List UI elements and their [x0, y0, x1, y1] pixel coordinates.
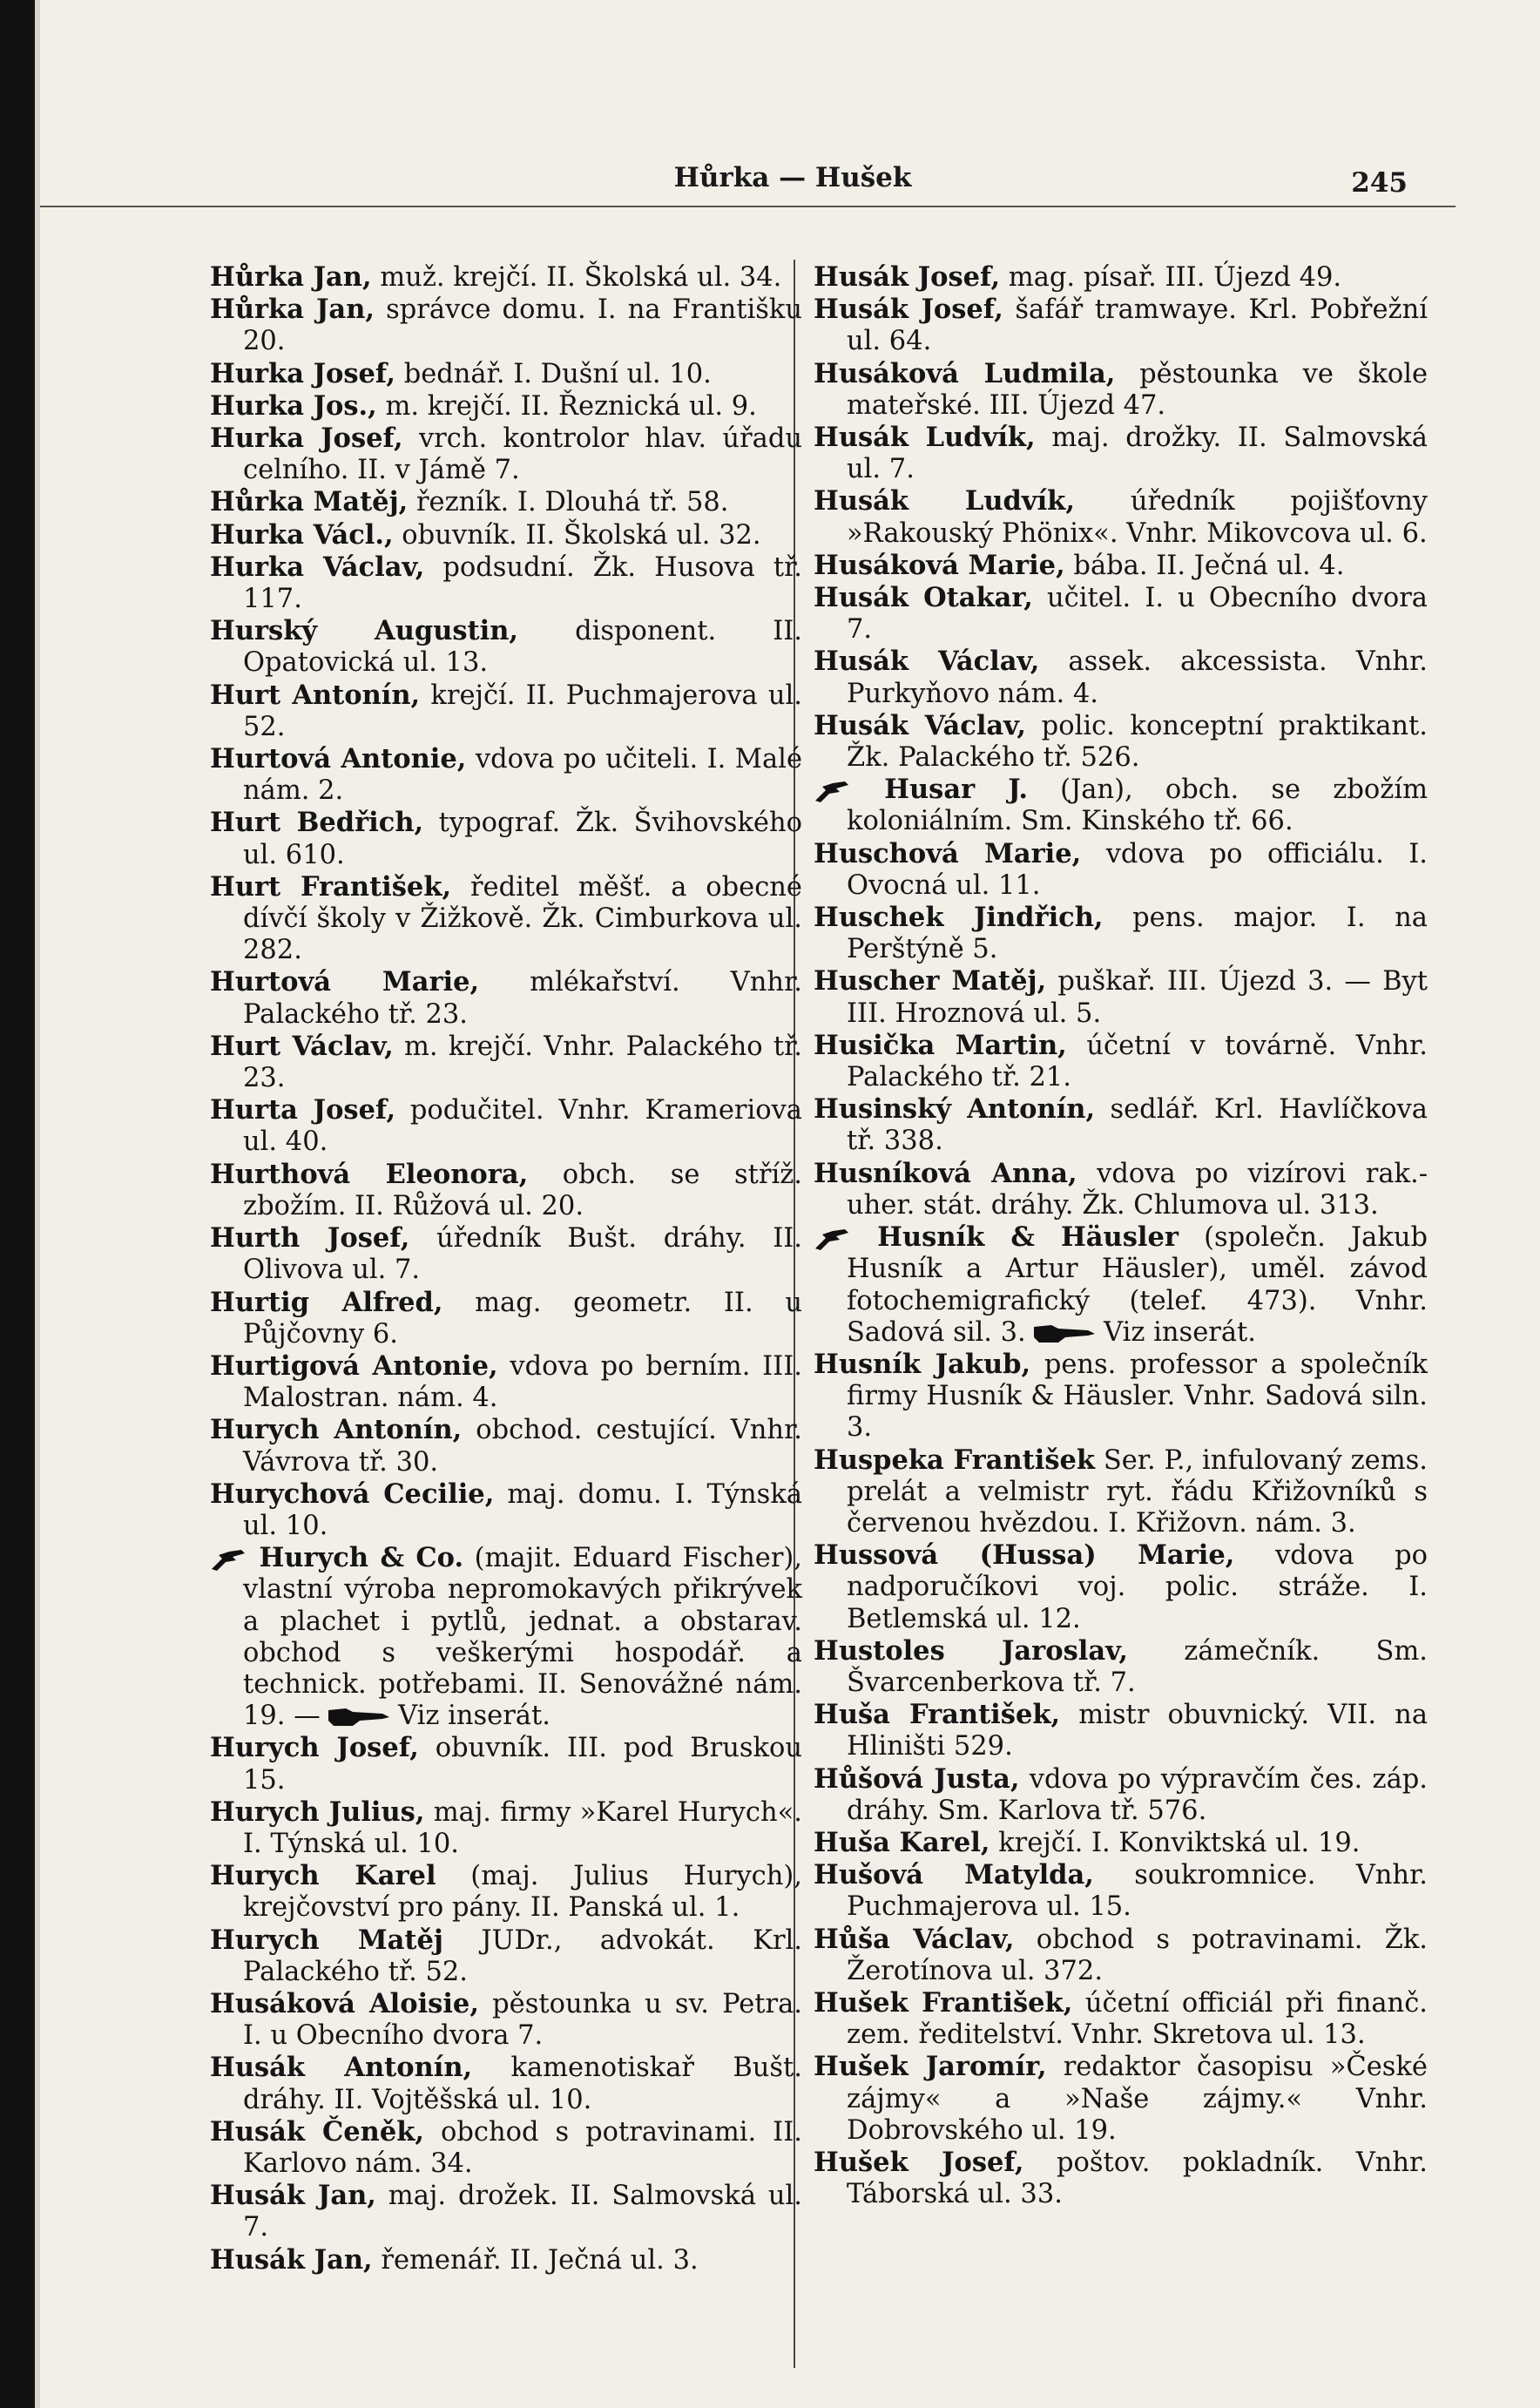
- directory-entry: [210, 423, 802, 486]
- directory-entry: [210, 390, 802, 423]
- entry-details: m. krejčí. II. Řeznická ul. 9.: [376, 390, 757, 422]
- entry-details: maj. drožek. II. Salmovská ul. 7.: [243, 2181, 803, 2243]
- entry-name: Hustoles Jaroslav,: [814, 1634, 1128, 1667]
- pointing-finger-icon: [328, 1707, 389, 1728]
- directory-entry: [210, 1350, 802, 1414]
- directory-entry: [814, 1635, 1428, 1699]
- directory-entry: [210, 1732, 802, 1796]
- directory-entry: [210, 2052, 802, 2115]
- directory-entry: [814, 2051, 1428, 2147]
- directory-entry: [814, 422, 1428, 485]
- directory-entry: [210, 871, 802, 967]
- directory-page: [35, 0, 1540, 2408]
- directory-entry: [814, 1221, 1428, 1349]
- entry-details: pěstounka u sv. Petra. I. u Obecního dvora 7.: [243, 1988, 802, 2052]
- directory-entry: [814, 1349, 1428, 1444]
- entry-name: Husníková Anna,: [814, 1157, 1077, 1189]
- entry-name: Hůša Václav,: [814, 1923, 1015, 1955]
- entry-name: Hůrka Jan,: [210, 261, 372, 293]
- entry-details: sedlář. Krl. Havlíčkova tř. 338.: [847, 1094, 1428, 1157]
- entry-details: učitel. I. u Obecního dvora 7.: [847, 583, 1428, 646]
- directory-entry: [210, 486, 802, 518]
- directory-entry: [210, 1988, 802, 2052]
- directory-entry: [210, 2180, 802, 2243]
- entry-details: mag. geometr. II. u Půjčovny 6.: [243, 1287, 802, 1349]
- entry-name: Hurta Josef,: [210, 1094, 396, 1126]
- entry-details: maj. drožky. II. Salmovská ul. 7.: [847, 423, 1428, 485]
- entry-reference: Viz inserát.: [389, 1701, 550, 1732]
- directory-entry: [814, 1030, 1428, 1093]
- directory-entry: [210, 358, 802, 390]
- directory-entry: [814, 1987, 1428, 2051]
- entry-details: maj. domu. I. Týnská ul. 10.: [243, 1478, 803, 1541]
- entry-details: disponent. II. Opatovická ul. 13.: [243, 616, 802, 679]
- entry-details: řemenář. II. Ječná ul. 3.: [372, 2244, 699, 2276]
- entry-details: vdova po berním. III. Malostran. nám. 4.: [243, 1350, 802, 1414]
- entry-name: Hurych Antonín,: [210, 1414, 463, 1446]
- entry-name: Husák Václav,: [814, 709, 1027, 741]
- directory-entry: [814, 1093, 1428, 1157]
- directory-entry: [814, 1763, 1428, 1827]
- entry-details: muž. krejčí. II. Školská ul. 34.: [371, 262, 782, 293]
- entry-details: účetní v továrně. Vnhr. Palackého tř. 21.: [847, 1030, 1428, 1093]
- entry-details: typograf. Žk. Švihovského ul. 610.: [243, 808, 802, 870]
- directory-entry: [814, 358, 1428, 422]
- directory-entry: [814, 965, 1428, 1029]
- left-column: [210, 261, 802, 2276]
- pointing-hand-icon: [814, 780, 852, 802]
- directory-entry: [814, 485, 1428, 549]
- directory-entry: [814, 2147, 1428, 2210]
- entry-name: Hurt Václav,: [210, 1030, 394, 1062]
- entry-name: Hurtová Antonie,: [210, 743, 467, 775]
- entry-details: krejčí. I. Konviktská ul. 19.: [990, 1827, 1361, 1858]
- entry-details: (Jan), obch. se zbožím koloniálním. Sm. Kinského tř. 66.: [847, 774, 1428, 837]
- entry-name: Husáková Marie,: [814, 549, 1065, 581]
- entry-name: Husák Otakar,: [814, 582, 1033, 614]
- entry-details: bednář. I. Dušní ul. 10.: [395, 358, 712, 389]
- entry-name: Hurtig Alfred,: [210, 1286, 443, 1318]
- entry-details: poštov. pokladník. Vnhr. Táborská ul. 33.: [847, 2147, 1428, 2210]
- entry-details: pěstounka ve škole mateřské. III. Újezd 47.: [847, 358, 1428, 421]
- entry-name: Hůšová Justa,: [814, 1762, 1020, 1795]
- directory-entry: [210, 1860, 802, 1924]
- directory-entry: [210, 966, 802, 1030]
- entry-name: Huscher Matěj,: [814, 965, 1047, 998]
- directory-entry: [814, 774, 1428, 837]
- entry-details: assek. akcessista. Vnhr. Purkyňovo nám. 4.: [847, 646, 1428, 709]
- directory-entry: [814, 1924, 1428, 1987]
- entry-name: Hurtigová Antonie,: [210, 1349, 498, 1382]
- directory-entry: [210, 680, 802, 743]
- directory-entry: [210, 261, 802, 294]
- entry-details: m. krejčí. Vnhr. Palackého tř. 23.: [243, 1031, 802, 1094]
- entry-details: podučitel. Vnhr. Krameriova ul. 40.: [243, 1095, 802, 1158]
- entry-name: Husáková Aloisie,: [210, 1987, 479, 2019]
- entry-details: zámečník. Sm. Švarcenberkova tř. 7.: [847, 1635, 1428, 1698]
- entry-name: Hurych Matěj: [210, 1924, 443, 1956]
- entry-name: Huspeka František: [814, 1444, 1096, 1476]
- entry-details: vdova po výpravčím čes. záp. dráhy. Sm. Karlova tř. 576.: [847, 1763, 1428, 1826]
- entry-details: vdova po vizírovi rak.-uher. stát. dráhy. Žk. Chlumova ul. 313.: [847, 1158, 1428, 1221]
- directory-entry: [210, 1542, 802, 1732]
- entry-name: Huša Karel,: [814, 1826, 990, 1858]
- entry-name: Husáková Ludmila,: [814, 357, 1116, 389]
- entry-name: Hurych Josef,: [210, 1732, 419, 1764]
- directory-entry: [814, 582, 1428, 646]
- entry-name: Hurych Julius,: [210, 1796, 425, 1828]
- entry-details: úředník Bušt. dráhy. II. Olivova ul. 7.: [243, 1223, 802, 1286]
- entry-details: kamenotiskař Bušt. dráhy. II. Vojtěšská ul. 10.: [243, 2053, 802, 2115]
- pointing-hand-icon: [814, 1228, 852, 1250]
- entry-details: polic. konceptní praktikant. Žk. Palackého tř. 526.: [847, 710, 1428, 774]
- entry-details: vdova po učiteli. I. Malé nám. 2.: [243, 744, 802, 807]
- entry-name: Hušek František,: [814, 1986, 1073, 2019]
- directory-entry: [210, 743, 802, 807]
- entry-details: účetní officiál při finanč. zem. ředitelství. Vnhr. Skretova ul. 13.: [847, 1987, 1428, 2051]
- directory-entry: [814, 1444, 1428, 1540]
- directory-entry: [210, 1031, 802, 1094]
- entry-name: Husník Jakub,: [814, 1348, 1031, 1380]
- directory-entry: [210, 2116, 802, 2180]
- entry-name: Hurský Augustin,: [210, 615, 519, 647]
- entry-name: Hurtová Marie,: [210, 966, 480, 998]
- entry-name: Hurt Bedřich,: [210, 807, 424, 839]
- entry-details: mlékařství. Vnhr. Palackého tř. 23.: [243, 967, 802, 1030]
- directory-entry: [210, 1222, 802, 1286]
- entry-details: obchod s potravinami. Žk. Žerotínova ul. 372.: [847, 1924, 1428, 1986]
- header-rule: [40, 206, 1456, 207]
- directory-entry: [814, 1158, 1428, 1221]
- entry-details: vdova po nadporučíkovi voj. polic. stráže. I. Betlemská ul. 12.: [847, 1540, 1428, 1634]
- pointing-finger-icon: [1034, 1323, 1095, 1344]
- entry-details: pens. professor a společník firmy Husník & Häusler. Vnhr. Sadová siln. 3.: [847, 1349, 1428, 1444]
- entry-name: Husák Čeněk,: [210, 2115, 424, 2148]
- entry-details: bába. II. Ječná ul. 4.: [1064, 550, 1345, 581]
- entry-details: krejčí. II. Puchmajerova ul. 52.: [243, 680, 802, 742]
- entry-details: soukromnice. Vnhr. Puchmajerova ul. 15.: [847, 1860, 1428, 1923]
- pointing-hand-icon: [210, 1548, 248, 1571]
- entry-name: Hurka Václav,: [210, 551, 425, 583]
- entry-details: vrch. kontrolor hlav. úřadu celního. II. v Jámě 7.: [243, 423, 802, 486]
- directory-entry: [210, 1287, 802, 1350]
- entry-reference: Viz inserát.: [1095, 1316, 1256, 1348]
- entry-details: (společn. Jakub Husník a Artur Häusler), uměl. závod fotochemigrafický (telef. 473). Vnhr. Sadová sil. 3.: [847, 1222, 1428, 1348]
- directory-entry: [210, 1478, 802, 1542]
- directory-entry: [210, 1414, 802, 1478]
- entry-name: Hurthová Eleonora,: [210, 1158, 529, 1190]
- entry-name: Hurth Josef,: [210, 1222, 410, 1255]
- entry-details: Ser. P., infulovaný zems. prelát a velmistr ryt. řádu Křižovníků s červenou hvězdou. I. Křižovn. nám. 3.: [847, 1444, 1428, 1539]
- entry-details: obchod. cestující. Vnhr. Vávrova tř. 30.: [243, 1415, 802, 1478]
- directory-entry: [814, 550, 1428, 582]
- page-number: 245: [1351, 167, 1408, 199]
- entry-name: Huša František,: [814, 1699, 1061, 1731]
- entry-name: Husák Ludvík,: [814, 485, 1075, 517]
- entry-name: Husník & Häusler: [877, 1221, 1179, 1254]
- entry-name: Hušek Josef,: [814, 2146, 1024, 2178]
- entry-name: Hurych Karel: [210, 1860, 436, 1892]
- directory-entry: [210, 1924, 802, 1988]
- entry-details: ředitel měšť. a obecné dívčí školy v Žižkově. Žk. Cimburkova ul. 282.: [243, 871, 802, 966]
- entry-name: Husák Jan,: [210, 2180, 376, 2212]
- entry-details: pens. major. I. na Perštýně 5.: [847, 903, 1428, 965]
- entry-details: šafář tramwaye. Krl. Pobřežní ul. 64.: [847, 294, 1428, 357]
- entry-details: podsudní. Žk. Husova tř. 117.: [243, 551, 803, 615]
- directory-entry: [210, 1796, 802, 1860]
- entry-name: Husák Antonín,: [210, 2052, 473, 2084]
- entry-name: Hurka Josef,: [210, 423, 403, 455]
- entry-details: (majit. Eduard Fischer), vlastní výroba nepromokavých přikrývek a plachet i pytlů, jednat. a obstarav. obchod s veškerými hospodář. a technick. potřebami. II. Senovážné nám. 19. —: [243, 1543, 802, 1732]
- directory-entry: [814, 1827, 1428, 1859]
- directory-entry: [814, 261, 1428, 294]
- entry-name: Hurka Václ.,: [210, 518, 394, 551]
- entry-name: Hůrka Matěj,: [210, 486, 409, 518]
- page-header: [40, 162, 1540, 206]
- directory-entry: [814, 902, 1428, 965]
- entry-name: Hušová Matylda,: [814, 1859, 1094, 1891]
- entry-name: Hurych & Co.: [259, 1542, 464, 1574]
- entry-name: Hůrka Jan,: [210, 294, 375, 326]
- entry-name: Hurka Jos.,: [210, 389, 377, 422]
- directory-entry: [814, 1699, 1428, 1762]
- entry-details: mistr obuvnický. VII. na Hliništi 529.: [847, 1700, 1429, 1762]
- directory-entry: [210, 294, 802, 357]
- directory-entry: [210, 1094, 802, 1158]
- entry-details: obuvník. III. pod Bruskou 15.: [243, 1733, 802, 1796]
- entry-name: Hurt Antonín,: [210, 679, 421, 711]
- entry-name: Husar J.: [884, 774, 1028, 806]
- page-title: Hůrka — Hušek: [673, 162, 912, 193]
- entry-name: Hušek Jaromír,: [814, 2051, 1047, 2083]
- directory-entry: [814, 646, 1428, 709]
- right-column: [814, 261, 1428, 2210]
- directory-entry: [210, 551, 802, 615]
- directory-entry: [814, 1539, 1428, 1635]
- entry-details: správce domu. I. na Františku 20.: [243, 294, 803, 357]
- entry-name: Husák Josef,: [814, 261, 1001, 293]
- entry-name: Hurka Josef,: [210, 357, 395, 389]
- entry-details: obch. se stříž. zbožím. II. Růžová ul. 20.: [243, 1159, 802, 1221]
- entry-details: obchod s potravinami. II. Karlovo nám. 34.: [243, 2116, 802, 2179]
- entry-name: Husák Ludvík,: [814, 422, 1036, 454]
- directory-entry: [814, 294, 1428, 357]
- entry-name: Husička Martin,: [814, 1029, 1067, 1061]
- entry-details: úředník pojišťovny »Rakouský Phönix«. Vnhr. Mikovcova ul. 6.: [847, 486, 1429, 549]
- entry-details: mag. písař. III. Újezd 49.: [1000, 262, 1342, 293]
- entry-name: Hurt František,: [210, 870, 452, 903]
- directory-entry: [210, 2244, 802, 2276]
- entry-details: (maj. Julius Hurych), krejčovství pro pány. II. Panská ul. 1.: [243, 1861, 802, 1924]
- entry-details: JUDr., advokát. Krl. Palackého tř. 52.: [243, 1924, 803, 1987]
- directory-entry: [814, 710, 1428, 774]
- entry-details: vdova po officiálu. I. Ovocná ul. 11.: [847, 838, 1428, 901]
- directory-entry: [814, 838, 1428, 902]
- directory-entry: [210, 615, 802, 679]
- entry-name: Hussová (Hussa) Marie,: [814, 1539, 1235, 1572]
- entry-name: Huschová Marie,: [814, 837, 1082, 869]
- entry-details: maj. firmy »Karel Hurych«. I. Týnská ul. 10.: [243, 1796, 802, 1859]
- entry-name: Husák Václav,: [814, 646, 1040, 678]
- entry-name: Husák Jan,: [210, 2243, 373, 2276]
- entry-details: redaktor časopisu »České zájmy« a »Naše zájmy.« Vnhr. Dobrovského ul. 19.: [847, 2052, 1428, 2146]
- entry-name: Husák Josef,: [814, 294, 1003, 326]
- entry-name: Huschek Jindřich,: [814, 902, 1104, 934]
- entry-details: obuvník. II. Školská ul. 32.: [393, 519, 761, 551]
- entry-details: řezník. I. Dlouhá tř. 58.: [408, 487, 729, 518]
- directory-entry: [814, 1859, 1428, 1923]
- entry-name: Husinský Antonín,: [814, 1093, 1096, 1126]
- entry-name: Hurychová Cecilie,: [210, 1478, 495, 1510]
- directory-entry: [210, 519, 802, 551]
- entry-details: puškař. III. Újezd 3. — Byt III. Hroznová ul. 5.: [847, 966, 1428, 1029]
- directory-entry: [210, 807, 802, 870]
- directory-entry: [210, 1159, 802, 1222]
